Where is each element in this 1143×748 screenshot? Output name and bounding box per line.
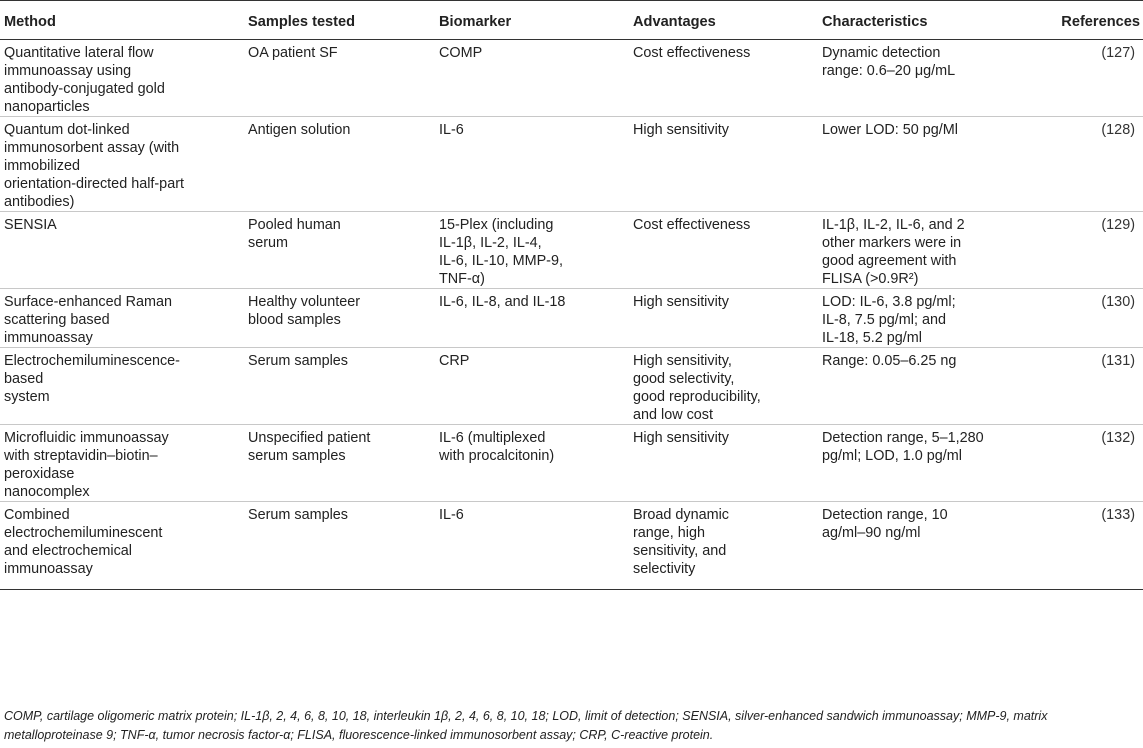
advantages-cell-text: Cost effectiveness [633, 45, 751, 61]
reference-cell-text[interactable]: (131) [1101, 353, 1135, 369]
samples-cell-text: OA patient SF [248, 45, 338, 61]
samples-cell-text: Healthy volunteer blood samples [248, 294, 360, 328]
biomarker-cell [435, 348, 629, 425]
header-advantages: Advantages [629, 1, 818, 40]
reference-cell[interactable] [1046, 117, 1143, 212]
characteristics-cell-text: Lower LOD: 50 pg/Ml [822, 122, 958, 138]
reference-cell[interactable] [1046, 348, 1143, 425]
reference-cell-text[interactable]: (127) [1101, 45, 1135, 61]
method-cell-text: SENSIA [4, 217, 57, 233]
reference-cell[interactable] [1046, 502, 1143, 590]
advantages-cell-text: High sensitivity [633, 122, 729, 138]
advantages-cell [629, 425, 818, 502]
method-cell [0, 40, 244, 117]
header-characteristics: Characteristics [818, 1, 1046, 40]
biomarker-cell [435, 40, 629, 117]
samples-cell [244, 502, 435, 590]
method-cell-text: Quantitative lateral flow immunoassay using antibody-conjugated gold nanoparticles [4, 45, 165, 115]
biomarker-cell [435, 425, 629, 502]
method-cell [0, 425, 244, 502]
table-row [0, 212, 1143, 289]
header-biomarker: Biomarker [435, 1, 629, 40]
biomarker-cell-text: IL-6 [439, 507, 464, 523]
characteristics-cell [818, 502, 1046, 590]
samples-cell [244, 425, 435, 502]
biomarker-cell [435, 289, 629, 348]
samples-cell [244, 117, 435, 212]
advantages-cell-text: Broad dynamic range, high sensitivity, and selectivity [633, 507, 729, 577]
reference-cell-text[interactable]: (129) [1101, 217, 1135, 233]
method-cell-text: Surface-enhanced Raman scattering based immunoassay [4, 294, 172, 346]
advantages-cell [629, 348, 818, 425]
samples-cell-text: Pooled human serum [248, 217, 341, 251]
characteristics-cell-text: Range: 0.05–6.25 ng [822, 353, 957, 369]
advantages-cell-text: Cost effectiveness [633, 217, 751, 233]
samples-cell-text: Unspecified patient serum samples [248, 430, 371, 464]
characteristics-cell-text: Detection range, 10 ag/ml–90 ng/ml [822, 507, 948, 541]
characteristics-cell [818, 212, 1046, 289]
method-cell-text: Combined electrochemiluminescent and electrochemical immunoassay [4, 507, 163, 577]
advantages-cell [629, 117, 818, 212]
advantages-cell [629, 212, 818, 289]
characteristics-cell [818, 40, 1046, 117]
samples-cell-text: Antigen solution [248, 122, 351, 138]
characteristics-cell-text: Dynamic detection range: 0.6–20 μg/mL [822, 45, 956, 79]
samples-cell-text: Serum samples [248, 353, 348, 369]
characteristics-cell [818, 289, 1046, 348]
advantages-cell [629, 502, 818, 590]
header-references: References [1046, 1, 1143, 40]
biomarker-cell-text: IL-6, IL-8, and IL-18 [439, 294, 566, 310]
method-cell [0, 212, 244, 289]
samples-cell [244, 212, 435, 289]
advantages-cell-text: High sensitivity [633, 294, 729, 310]
biomarker-cell-text: IL-6 (multiplexed with procalcitonin) [439, 430, 555, 464]
header-samples-tested: Samples tested [244, 1, 435, 40]
samples-cell-text: Serum samples [248, 507, 348, 523]
characteristics-cell-text: LOD: IL-6, 3.8 pg/ml; IL-8, 7.5 pg/ml; and IL-18, 5.2 pg/ml [822, 294, 956, 346]
method-cell-text: Quantum dot-linked immunosorbent assay (with immobilized orientation-directed half-part antibodies) [4, 122, 184, 210]
method-cell [0, 502, 244, 590]
samples-cell [244, 348, 435, 425]
table-row [0, 117, 1143, 212]
method-cell-text: Microfluidic immunoassay with streptavidin–biotin– peroxidase nanocomplex [4, 430, 169, 500]
table-row [0, 348, 1143, 425]
method-cell [0, 348, 244, 425]
biomarker-cell-text: CRP [439, 353, 470, 369]
characteristics-cell-text: IL-1β, IL-2, IL-6, and 2 other markers were in good agreement with FLISA (>0.9R²) [822, 217, 965, 287]
characteristics-cell [818, 117, 1046, 212]
reference-cell-text[interactable]: (133) [1101, 507, 1135, 523]
header-method: Method [0, 1, 244, 40]
table-row [0, 502, 1143, 590]
table-body [0, 40, 1143, 590]
method-cell [0, 117, 244, 212]
reference-cell[interactable] [1046, 289, 1143, 348]
samples-cell [244, 289, 435, 348]
advantages-cell [629, 40, 818, 117]
reference-cell[interactable] [1046, 425, 1143, 502]
reference-cell-text[interactable]: (130) [1101, 294, 1135, 310]
characteristics-cell-text: Detection range, 5–1,280 pg/ml; LOD, 1.0 pg/ml [822, 430, 984, 464]
biomarker-cell [435, 117, 629, 212]
table-row [0, 425, 1143, 502]
biomarker-cell [435, 212, 629, 289]
advantages-cell-text: High sensitivity, good selectivity, good reproducibility, and low cost [633, 353, 761, 423]
reference-cell-text[interactable]: (132) [1101, 430, 1135, 446]
reference-cell[interactable] [1046, 212, 1143, 289]
biomarker-cell-text: IL-6 [439, 122, 464, 138]
table-footnote: COMP, cartilage oligomeric matrix protein; IL-1β, 2, 4, 6, 8, 10, 18, interleukin 1β, 2, 4, 6, 8, 10, 18; LOD, limit of detection; SENSIA, silver-enhanced sandwich immunoassay; MMP-9, matrix metalloproteinase 9; TNF-α, tumor necrosis factor-α; FLISA, fluorescence-linked immunosorbent assay; CRP, C-reactive protein. [4, 709, 1048, 742]
table-row [0, 40, 1143, 117]
advantages-cell [629, 289, 818, 348]
table-header [0, 1, 1143, 40]
characteristics-cell [818, 425, 1046, 502]
method-cell-text: Electrochemiluminescence- based system [4, 353, 180, 405]
characteristics-cell [818, 348, 1046, 425]
biomarker-cell-text: COMP [439, 45, 483, 61]
samples-cell [244, 40, 435, 117]
method-cell [0, 289, 244, 348]
reference-cell[interactable] [1046, 40, 1143, 117]
biomarker-cell-text: 15-Plex (including IL-1β, IL-2, IL-4, IL-6, IL-10, MMP-9, TNF-α) [439, 217, 563, 287]
header-row [0, 1, 1143, 40]
table-row [0, 289, 1143, 348]
reference-cell-text[interactable]: (128) [1101, 122, 1135, 138]
biomarker-cell [435, 502, 629, 590]
advantages-cell-text: High sensitivity [633, 430, 729, 446]
